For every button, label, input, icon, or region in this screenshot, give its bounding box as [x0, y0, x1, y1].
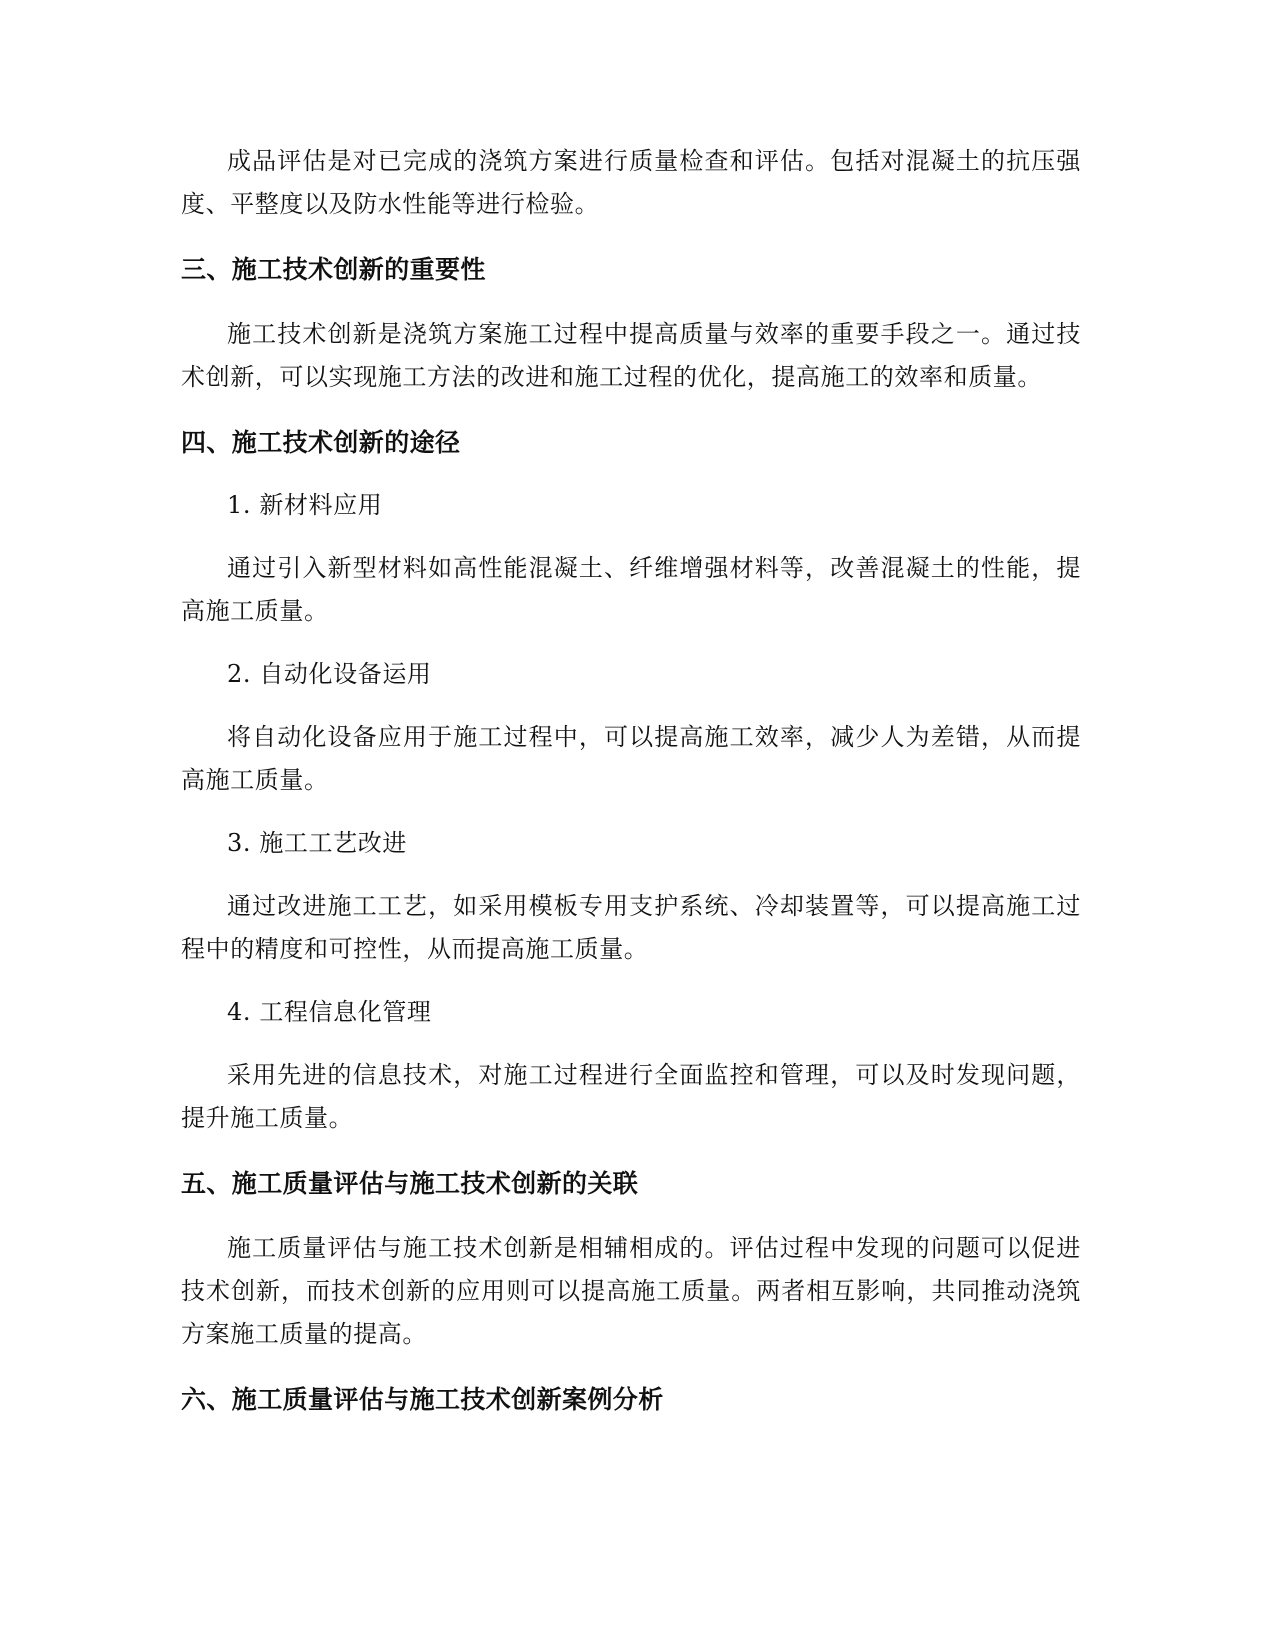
paragraph-innovation-importance: 施工技术创新是浇筑方案施工过程中提高质量与效率的重要手段之一。通过技术创新，可以实现施工方法的改进和施工过程的优化，提高施工的效率和质量。 [181, 320, 1081, 391]
paragraph-automation: 将自动化设备应用于施工过程中，可以提高施工效率，减少人为差错，从而提高施工质量。 [181, 723, 1081, 794]
paragraph-product-evaluation: 成品评估是对已完成的浇筑方案进行质量检查和评估。包括对混凝土的抗压强度、平整度以及防水性能等进行检验。 [181, 147, 1081, 218]
list-item-process-improvement: 3. 施工工艺改进 [227, 829, 407, 857]
paragraph-information-management: 采用先进的信息技术，对施工过程进行全面监控和管理，可以及时发现问题，提升施工质量。 [181, 1061, 1081, 1132]
paragraph-relationship: 施工质量评估与施工技术创新是相辅相成的。评估过程中发现的问题可以促进技术创新，而技术创新的应用则可以提高施工质量。两者相互影响，共同推动浇筑方案施工质量的提高。 [181, 1234, 1081, 1348]
paragraph-process-improvement: 通过改进施工工艺，如采用模板专用支护系统、冷却装置等，可以提高施工过程中的精度和可控性，从而提高施工质量。 [181, 892, 1081, 963]
paragraph-new-materials: 通过引入新型材料如高性能混凝土、纤维增强材料等，改善混凝土的性能，提高施工质量。 [181, 554, 1081, 625]
document-page [181, 140, 1081, 1421]
section-heading-6: 六、施工质量评估与施工技术创新案例分析 [181, 1385, 664, 1414]
list-item-automation: 2. 自动化设备运用 [227, 660, 432, 688]
list-item-information-management: 4. 工程信息化管理 [227, 998, 432, 1026]
section-heading-3: 三、施工技术创新的重要性 [181, 255, 486, 284]
section-heading-4: 四、施工技术创新的途径 [181, 428, 461, 457]
list-item-new-materials: 1. 新材料应用 [227, 491, 383, 519]
section-heading-5: 五、施工质量评估与施工技术创新的关联 [181, 1169, 639, 1198]
